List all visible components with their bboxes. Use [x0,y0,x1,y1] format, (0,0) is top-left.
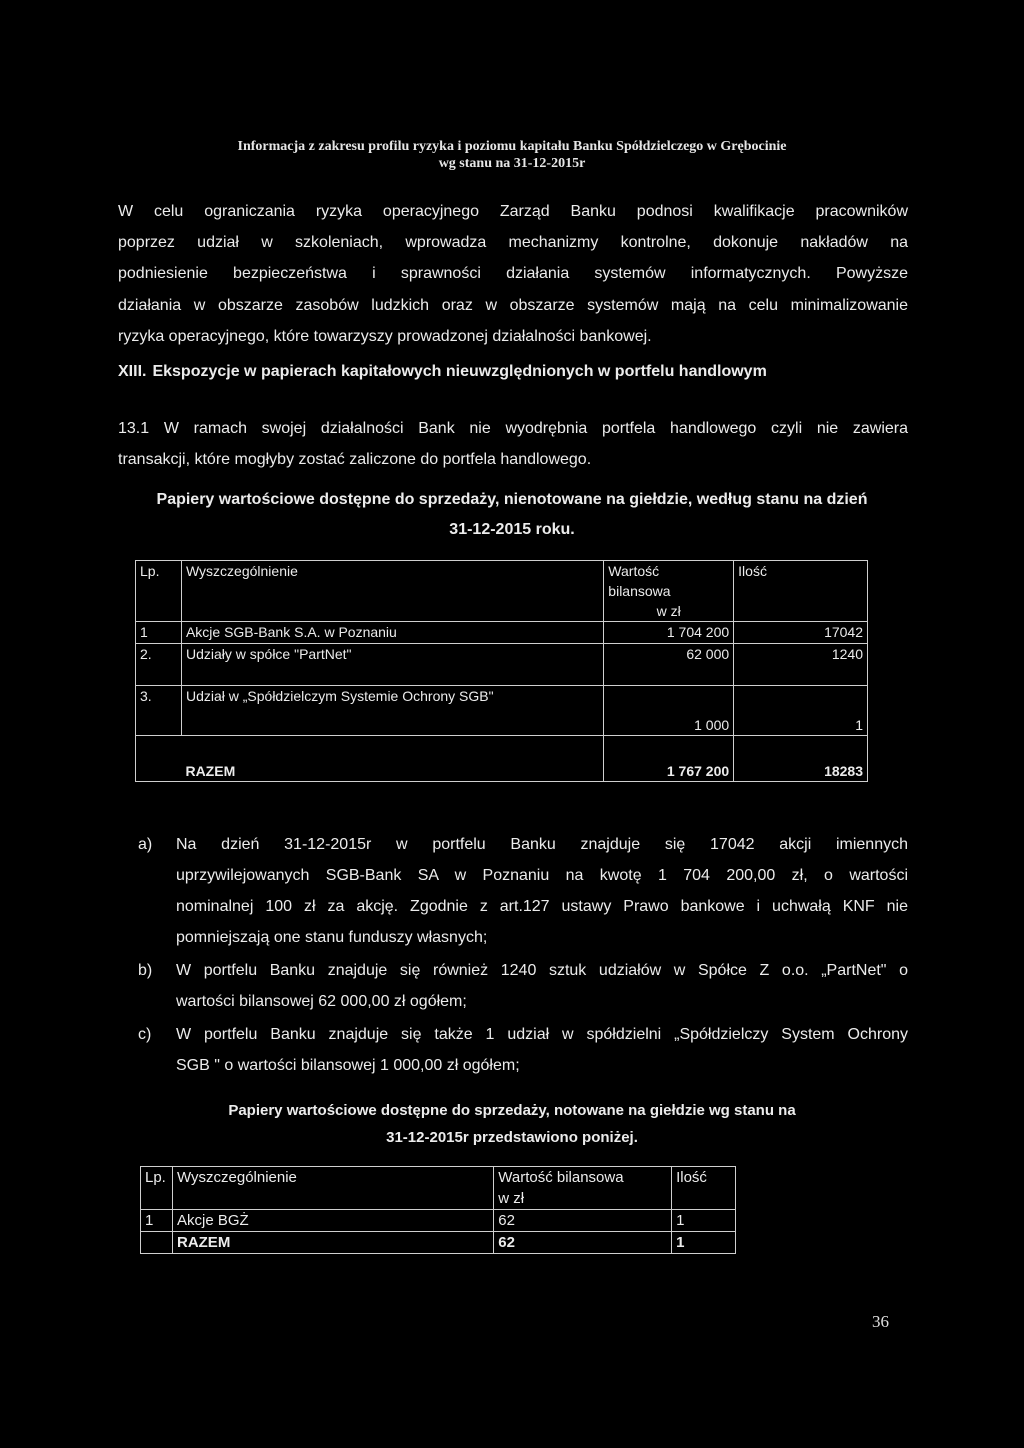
cell-value: 1 704 200 [604,622,734,644]
table-header-row [141,1167,736,1210]
note-label: c) [138,1026,152,1043]
table1-caption [0,485,1024,545]
cell-value: 1 000 [604,686,734,736]
text-line: wartości bilansowej 62 000,00 zł ogółem; [176,993,467,1010]
header-qty: Ilość [672,1167,736,1210]
cell-qty: 1 [734,686,868,736]
cell-desc: Udziały w spółce "PartNet" [181,644,603,686]
total-label: RAZEM [181,736,603,782]
header-desc: Wyszczególnienie [181,561,603,622]
intro-paragraph [118,196,908,352]
cell-desc: Akcje BGŻ [172,1210,493,1232]
table-header-row [136,561,868,622]
header-lp: Lp. [136,561,182,622]
note-label: a) [138,836,153,853]
header-value-line: bilansowa [608,583,671,599]
text-line: pomniejszają one stanu funduszy własnych; [176,929,488,946]
cell-desc: Akcje SGB-Bank S.A. w Poznaniu [181,622,603,644]
cell-empty [136,736,182,782]
text-line: W portfelu Banku znajduje się także 1 udział w spółdzielni „Spółdzielczy System Ochrony [176,1026,908,1043]
header-desc: Wyszczególnienie [172,1167,493,1210]
cell-qty: 1 [672,1210,736,1232]
section-heading [118,363,767,381]
text-line: Na dzień 31-12-2015r w portfelu Banku znajduje się 17042 akcji imiennych [176,836,908,853]
text-line: transakcji, które mogłyby zostać zaliczone do portfela handlowego. [118,451,592,469]
table-row [141,1210,736,1232]
caption-line: 31-12-2015 roku. [449,521,575,538]
note-label: b) [138,962,153,979]
header-value [494,1167,672,1210]
cell-lp: 1 [141,1210,173,1232]
header-value-line: w zł [656,603,681,619]
cell-qty: 1240 [734,644,868,686]
paragraph-13-1 [118,413,908,475]
cell-qty: 17042 [734,622,868,644]
header-title: Informacja z zakresu profilu ryzyka i poziomu kapitału Banku Spółdzielczego w Grębocinie [237,139,787,154]
header-value-line: Wartość bilansowa [498,1169,624,1186]
header-value-line: Wartość [608,563,660,579]
table-row [136,644,868,686]
table-row [136,686,868,736]
total-label: RAZEM [172,1232,493,1254]
total-value: 1 767 200 [604,736,734,782]
section-number: XIII. [118,363,147,380]
total-value: 62 [494,1232,672,1254]
text-line: SGB " o wartości bilansowej 1 000,00 zł ogółem; [176,1057,520,1074]
section-title: Ekspozycje w papierach kapitałowych nieuwzględnionych w portfelu handlowym [152,363,767,380]
cell-value: 62 [494,1210,672,1232]
text-line: poprzez udział w szkoleniach, wprowadza mechanizmy kontrolne, dokonuje nakładów na [118,234,908,252]
page-number: 36 [872,1312,889,1331]
table-listed-securities [140,1166,736,1254]
note-b [138,955,908,1017]
text-line: nominalnej 100 zł za akcję. Zgodnie z art.127 ustawy Prawo bankowe i uchwałą KNF nie [176,898,908,915]
text-line: uprzywilejowanych SGB-Bank SA w Poznaniu na kwotę 1 704 200,00 zł, o wartości [176,867,908,884]
header-value-line: w zł [498,1190,525,1207]
caption-line: Papiery wartościowe dostępne do sprzedaży, notowane na giełdzie wg stanu na [228,1102,796,1119]
table-total-row [136,736,868,782]
cell-lp: 1 [136,622,182,644]
text-line: podniesienie bezpieczeństwa i sprawności działania systemów informatycznych. Powyższe [118,265,908,283]
text-line: W portfelu Banku znajduje się również 1240 sztuk udziałów w Spółce Z o.o. „PartNet" o [176,962,908,979]
text-line: działania w obszarze zasobów ludzkich oraz w obszarze systemów mają na celu minimalizowanie [118,296,908,314]
total-qty: 18283 [734,736,868,782]
text-line: W celu ograniczania ryzyka operacyjnego Zarząd Banku podnosi kwalifikacje pracowników [118,203,908,220]
text-line: 13.1 W ramach swojej działalności Bank nie wyodrębnia portfela handlowego czyli nie zawiera [118,420,908,437]
note-a [138,829,908,953]
cell-desc: Udział w „Spółdzielczym Systemie Ochrony SGB" [181,686,603,736]
cell-lp: 3. [136,686,182,736]
table2-caption [0,1097,1024,1151]
caption-line: 31-12-2015r przedstawiono poniżej. [386,1129,638,1146]
header-lp: Lp. [141,1167,173,1210]
table-row [136,622,868,644]
document-header [0,138,1024,172]
table-total-row [141,1232,736,1254]
total-qty: 1 [672,1232,736,1254]
caption-line: Papiery wartościowe dostępne do sprzedaży, nienotowane na giełdzie, według stanu na dzień [156,491,868,508]
header-value [604,561,734,622]
cell-value: 62 000 [604,644,734,686]
table-unlisted-securities [135,560,868,782]
header-date: wg stanu na 31-12-2015r [438,156,586,171]
cell-lp: 2. [136,644,182,686]
cell-empty [141,1232,173,1254]
header-qty: Ilość [734,561,868,622]
text-line: ryzyka operacyjnego, które towarzyszy prowadzonej działalności bankowej. [118,327,652,345]
note-c [138,1019,908,1081]
